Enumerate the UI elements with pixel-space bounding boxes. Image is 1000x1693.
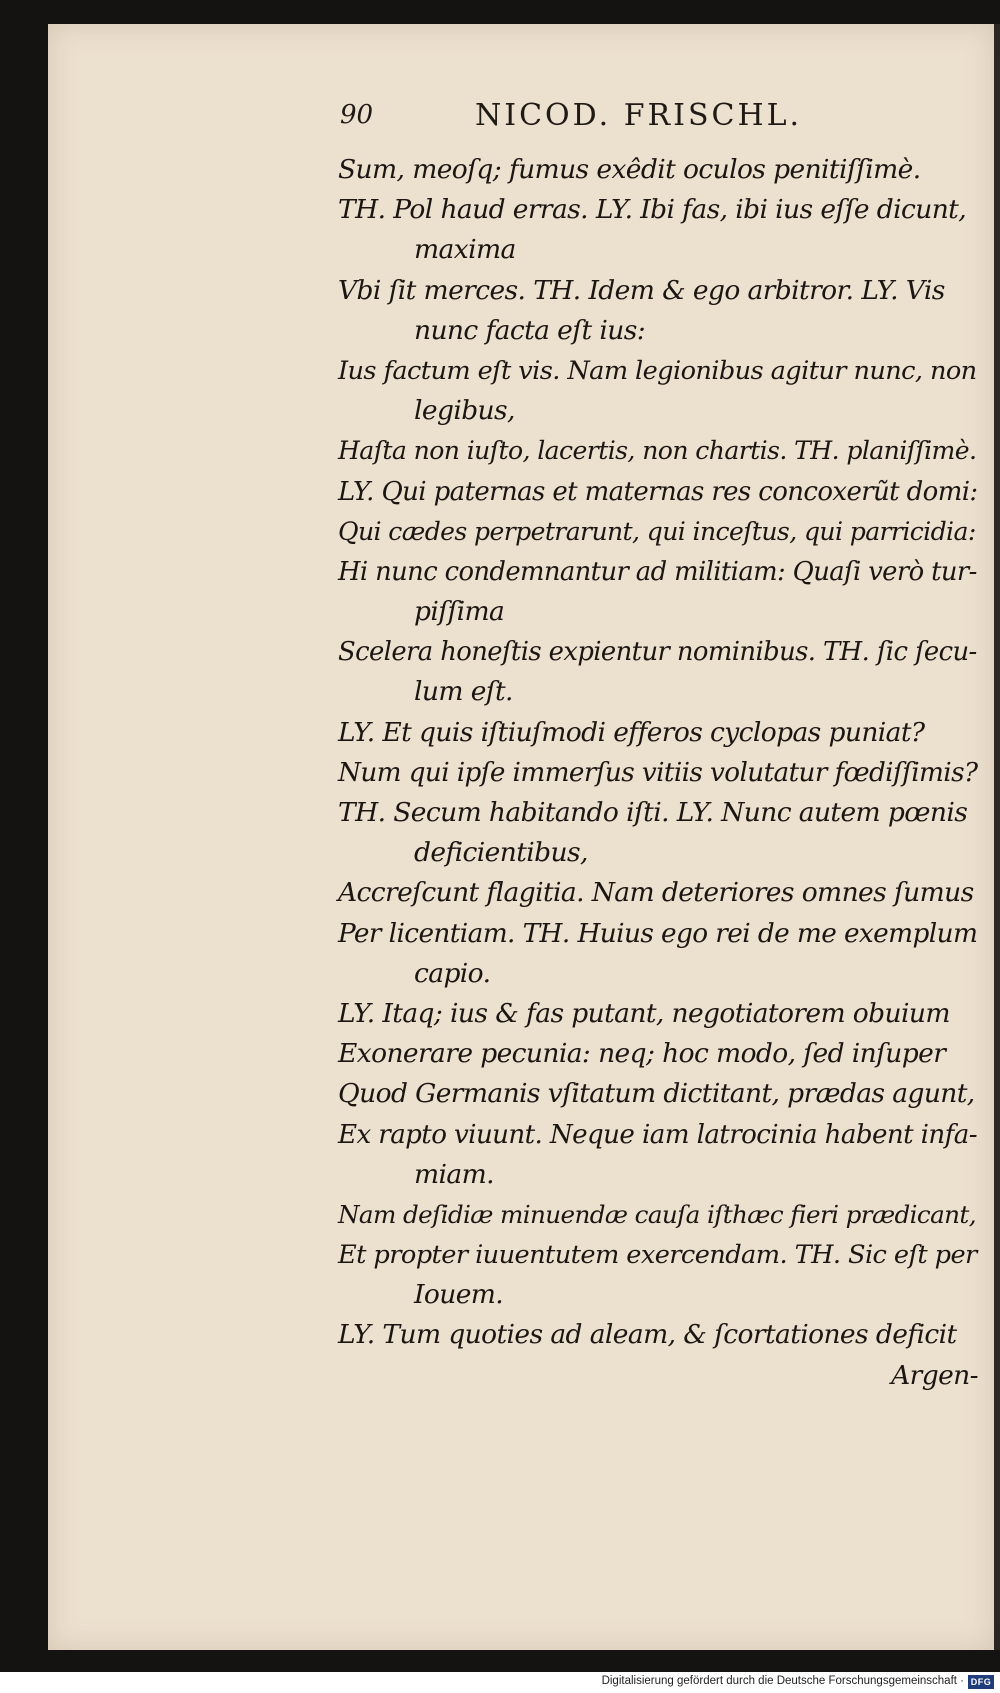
text-line: Nam deſidiæ minuendæ cauſa iſthæc fieri prædicant,	[338, 1199, 976, 1229]
text-line: Haſta non iuſto, lacertis, non chartis. TH. planiſſimè.	[338, 436, 977, 466]
text-line: Exonerare pecunia: neq; hoc modo, ſed inſuper	[338, 1038, 946, 1070]
funding-credit: Digitalisierung gefördert durch die Deutsche Forschungsgemeinschaft ·	[601, 1675, 964, 1687]
text-line: LY. Qui paternas et maternas res concoxerũt domi:	[338, 476, 978, 507]
text-line: maxima	[414, 234, 516, 266]
text-line: Hi nunc condemnantur ad militiam: Quaſi verò tur-	[338, 556, 977, 587]
text-line: TH. Pol haud erras. LY. Ibi fas, ibi ius eſſe dicunt,	[338, 194, 967, 226]
catchword: Argen-	[891, 1359, 978, 1391]
text-line: LY. Itaq; ius & fas putant, negotiatorem obuium	[338, 997, 950, 1029]
text-line: Sum, meoſq; fumus exêdit oculos penitiſſimè.	[338, 154, 921, 185]
page-header	[340, 98, 940, 138]
text-line: Ius factum eſt vis. Nam legionibus agitur nunc, non	[338, 355, 977, 386]
text-line: Accreſcunt flagitia. Nam deteriores omnes ſumus	[338, 877, 974, 909]
text-line: LY. Tum quoties ad aleam, & ſcortationes deficit	[338, 1319, 957, 1351]
text-line: capio.	[414, 957, 491, 989]
text-line: LY. Et quis iſtiuſmodi efferos cyclopas puniat?	[338, 716, 925, 748]
text-line: legibus,	[414, 395, 515, 427]
dfg-logo-icon: DFG	[968, 1675, 994, 1689]
text-line: Per licentiam. TH. Huius ego rei de me exemplum	[338, 918, 978, 949]
text-line: Vbi ſit merces. TH. Idem & ego arbitror. LY. Vis	[338, 274, 945, 306]
text-line: deficientibus,	[414, 837, 588, 869]
text-line: nunc facta eſt ius:	[414, 314, 646, 346]
text-line: Quod Germanis vſitatum dictitant, prædas agunt,	[338, 1078, 975, 1110]
text-line: Num qui ipſe immerſus vitiis volutatur fœdiſſimis?	[338, 757, 978, 788]
text-line: Scelera honeſtis expientur nominibus. TH. ſic ſecu-	[338, 637, 977, 668]
text-line: miam.	[414, 1158, 494, 1190]
text-line: piſſima	[414, 596, 505, 628]
footer-bar	[0, 1672, 1000, 1693]
text-line: lum eſt.	[414, 676, 513, 708]
text-line: Qui cædes perpetrarunt, qui inceſtus, qui parricidia:	[338, 516, 976, 546]
running-head: NICOD. FRISCHL.	[475, 98, 803, 133]
text-line: Ex rapto viuunt. Neque iam latrocinia habent infa-	[338, 1119, 977, 1150]
text-line: TH. Secum habitando iſti. LY. Nunc autem pœnis	[338, 797, 968, 828]
text-line: Iouem.	[414, 1279, 504, 1311]
text-line: Et propter iuuentutem exercendam. TH. Sic eſt per	[338, 1240, 977, 1271]
page-number: 90	[340, 100, 374, 130]
verse-text-block	[338, 150, 978, 1396]
page-edge-shadow	[994, 24, 1000, 1650]
